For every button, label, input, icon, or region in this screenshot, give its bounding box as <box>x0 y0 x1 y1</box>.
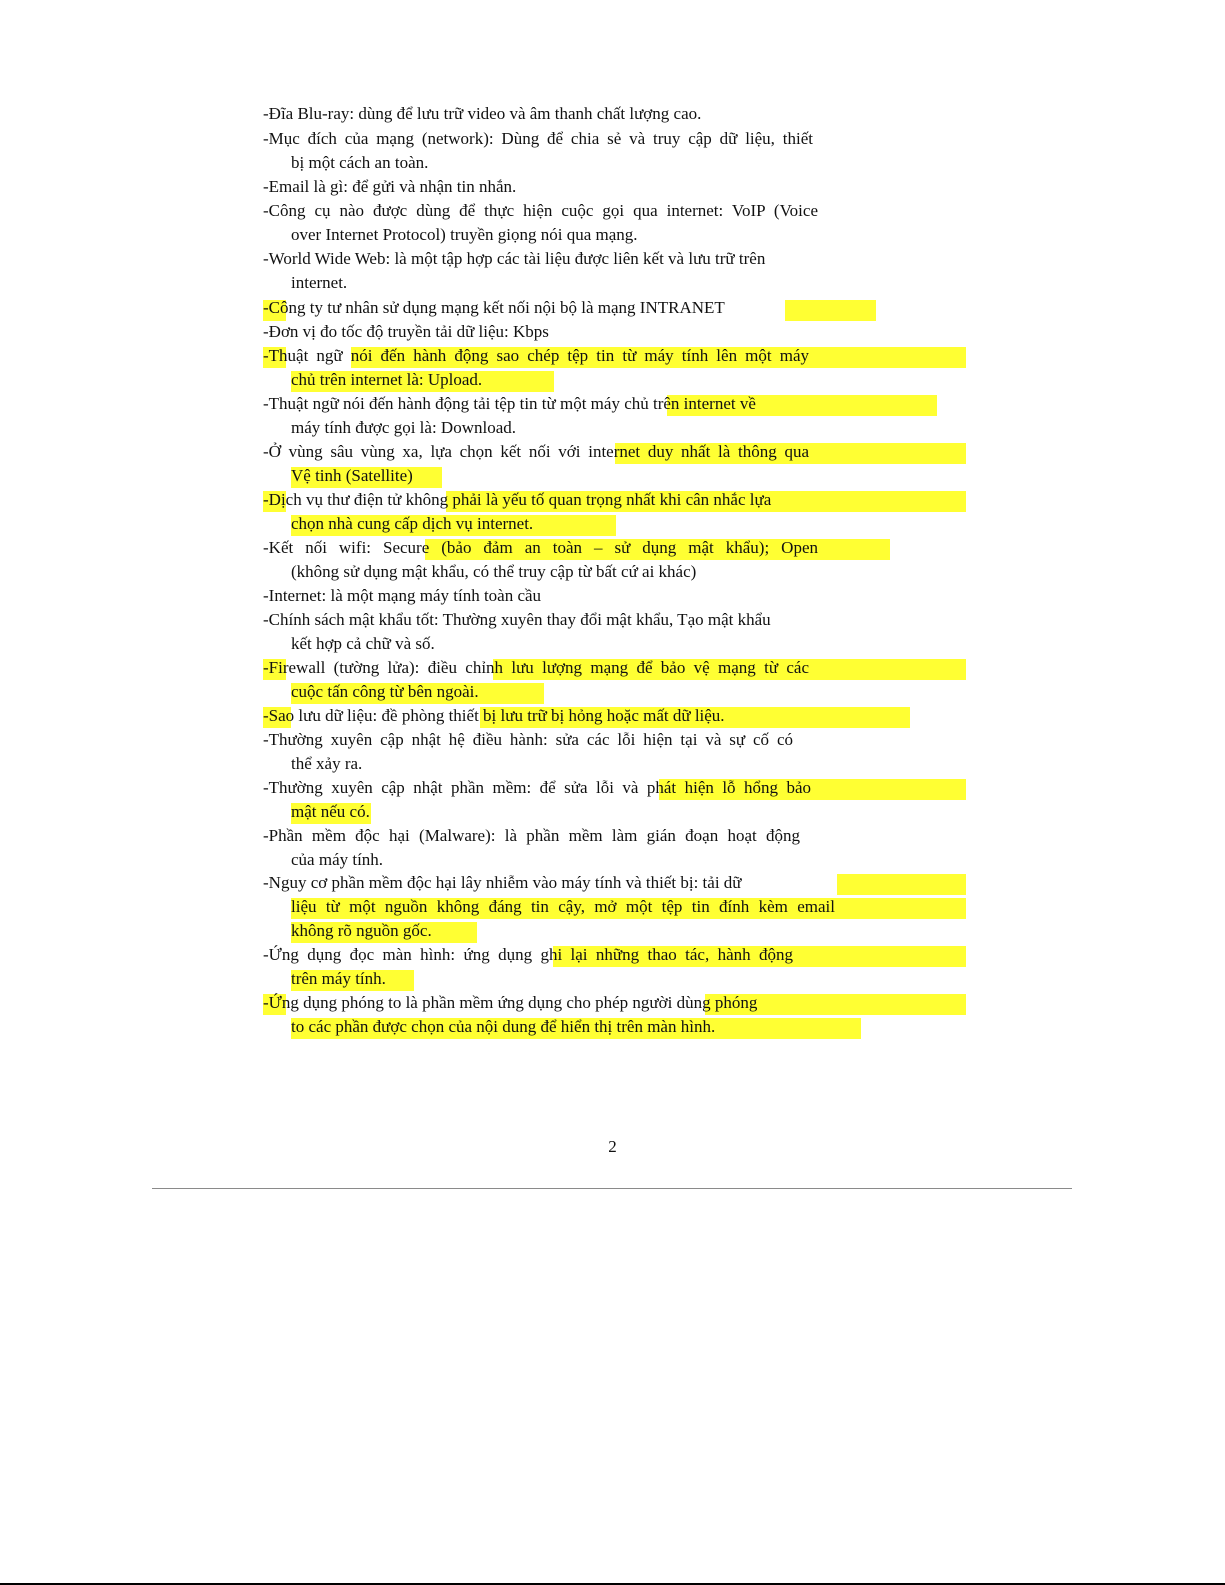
text-line: -Thuật ngữ nói đến hành động tải tệp tin từ một máy chủ trên internet về <box>263 394 756 413</box>
text-line: bị một cách an toàn. <box>291 153 429 172</box>
text-line: (không sử dụng mật khẩu, có thể truy cập từ bất cứ ai khác) <box>291 562 697 581</box>
text-line: -Thường xuyên cập nhật hệ điều hành: sửa các lỗi hiện tại và sự cố có <box>263 730 793 749</box>
text-line: mật nếu có. <box>291 802 370 821</box>
text-line: máy tính được gọi là: Download. <box>291 418 517 437</box>
text-line: -Dịch vụ thư điện tử không phải là yếu tố quan trọng nhất khi cân nhắc lựa <box>263 490 772 509</box>
highlight-mark <box>837 874 966 895</box>
text-line: -World Wide Web: là một tập hợp các tài liệu được liên kết và lưu trữ trên <box>263 249 766 268</box>
text-line: -Ở vùng sâu vùng xa, lựa chọn kết nối với internet duy nhất là thông qua <box>263 442 809 461</box>
text-line: -Công ty tư nhân sử dụng mạng kết nối nội bộ là mạng INTRANET <box>263 298 725 317</box>
text-line: Vệ tinh (Satellite) <box>291 466 413 485</box>
text-line: -Email là gì: để gửi và nhận tin nhắn. <box>263 177 517 196</box>
text-line: -Đĩa Blu-ray: dùng để lưu trữ video và âm thanh chất lượng cao. <box>263 104 702 123</box>
text-line: chủ trên internet là: Upload. <box>291 370 483 389</box>
text-line: -Ứng dụng phóng to là phần mềm ứng dụng cho phép người dùng phóng <box>263 993 758 1012</box>
text-line: -Công cụ nào được dùng để thực hiện cuộc gọi qua internet: VoIP (Voice <box>263 201 818 220</box>
text-line: kết hợp cả chữ và số. <box>291 634 435 653</box>
text-line: -Thường xuyên cập nhật phần mềm: để sửa lỗi và phát hiện lỗ hổng bảo <box>263 778 811 797</box>
text-line: -Đơn vị đo tốc độ truyền tải dữ liệu: Kbps <box>263 322 549 341</box>
text-line: thể xảy ra. <box>291 754 363 773</box>
text-line: -Kết nối wifi: Secure (bảo đảm an toàn – sử dụng mật khẩu); Open <box>263 538 818 557</box>
highlight-mark <box>785 300 876 321</box>
page-number: 2 <box>608 1137 617 1156</box>
text-line: -Phần mềm độc hại (Malware): là phần mềm làm gián đoạn hoạt động <box>263 826 800 845</box>
text-line: -Ứng dụng đọc màn hình: ứng dụng ghi lại những thao tác, hành động <box>263 945 793 964</box>
text-line: của máy tính. <box>291 850 384 869</box>
text-line: -Firewall (tường lửa): điều chỉnh lưu lượng mạng để bảo vệ mạng từ các <box>263 658 809 677</box>
text-line: -Internet: là một mạng máy tính toàn cầu <box>263 586 542 605</box>
text-line: -Sao lưu dữ liệu: đề phòng thiết bị lưu trữ bị hỏng hoặc mất dữ liệu. <box>263 706 725 725</box>
text-line: không rõ nguồn gốc. <box>291 921 432 940</box>
text-line: to các phần được chọn của nội dung để hiển thị trên màn hình. <box>291 1017 716 1036</box>
text-line: -Thuật ngữ nói đến hành động sao chép tệp tin từ máy tính lên một máy <box>263 346 809 365</box>
text-line: liệu từ một nguồn không đáng tin cậy, mở một tệp tin đính kèm email <box>291 897 835 916</box>
text-line: chọn nhà cung cấp dịch vụ internet. <box>291 514 534 533</box>
text-line: -Chính sách mật khẩu tốt: Thường xuyên thay đổi mật khẩu, Tạo mật khẩu <box>263 610 771 629</box>
text-line: -Mục đích của mạng (network): Dùng để chia sẻ và truy cập dữ liệu, thiết <box>263 129 813 148</box>
text-line: over Internet Protocol) truyền giọng nói qua mạng. <box>291 225 638 244</box>
page-divider <box>152 1188 1072 1189</box>
text-line: cuộc tấn công từ bên ngoài. <box>291 682 479 701</box>
text-line: -Nguy cơ phần mềm độc hại lây nhiễm vào máy tính và thiết bị: tải dữ <box>263 873 742 892</box>
text-line: trên máy tính. <box>291 969 386 988</box>
text-line: internet. <box>291 273 348 292</box>
